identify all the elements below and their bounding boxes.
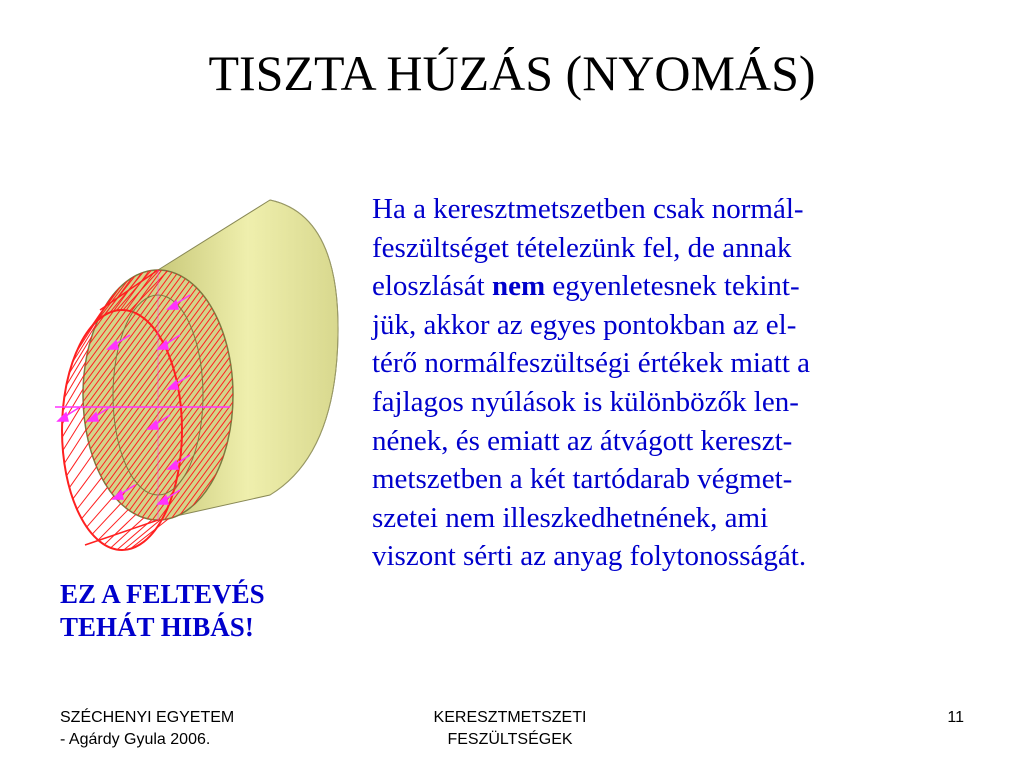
body-line-3-start: eloszlását (372, 270, 492, 303)
body-line-2: feszültséget tételezünk fel, de annak (372, 231, 792, 264)
cylinder-stress-figure (40, 185, 360, 575)
body-line-9: szetei nem illeszkedhetnének, ami (372, 501, 769, 534)
body-line-5: térő normálfeszültségi értékek miatt a (372, 347, 811, 380)
footer-author: - Agárdy Gyula 2006. (60, 731, 211, 748)
page-number: 11 (947, 709, 964, 726)
footer-university: SZÉCHENYI EGYETEM (60, 709, 235, 726)
body-paragraph (372, 190, 984, 576)
body-line-6: fajlagos nyúlások is különbözők len- (372, 385, 799, 418)
footer-topic-2: FESZÜLTSÉGEK (447, 731, 573, 748)
body-line-3 (372, 267, 984, 306)
conclusion-line-2: TEHÁT HIBÁS! (60, 612, 254, 642)
body-line-10: viszont sérti az anyag folytonosságát. (372, 540, 807, 573)
body-line-1: Ha a keresztmetszetben csak normál- (372, 193, 804, 225)
body-line-8: metszetben a két tartódarab végmet- (372, 463, 793, 496)
body-line-4: jük, akkor az egyes pontokban az el- (372, 308, 797, 341)
body-line-3-end: egyenletesnek tekint- (545, 270, 800, 303)
conclusion-text (60, 578, 340, 644)
body-line-7: nének, és emiatt az átvágott kereszt- (372, 424, 793, 457)
conclusion-line-1: EZ A FELTEVÉS (60, 579, 265, 609)
slide-title: TISZTA HÚZÁS (NYOMÁS) (208, 45, 816, 101)
footer-center (380, 707, 640, 751)
footer-topic-1: KERESZTMETSZETI (433, 709, 587, 726)
emphasis-nem: nem (491, 270, 546, 303)
footer-left (60, 707, 320, 751)
